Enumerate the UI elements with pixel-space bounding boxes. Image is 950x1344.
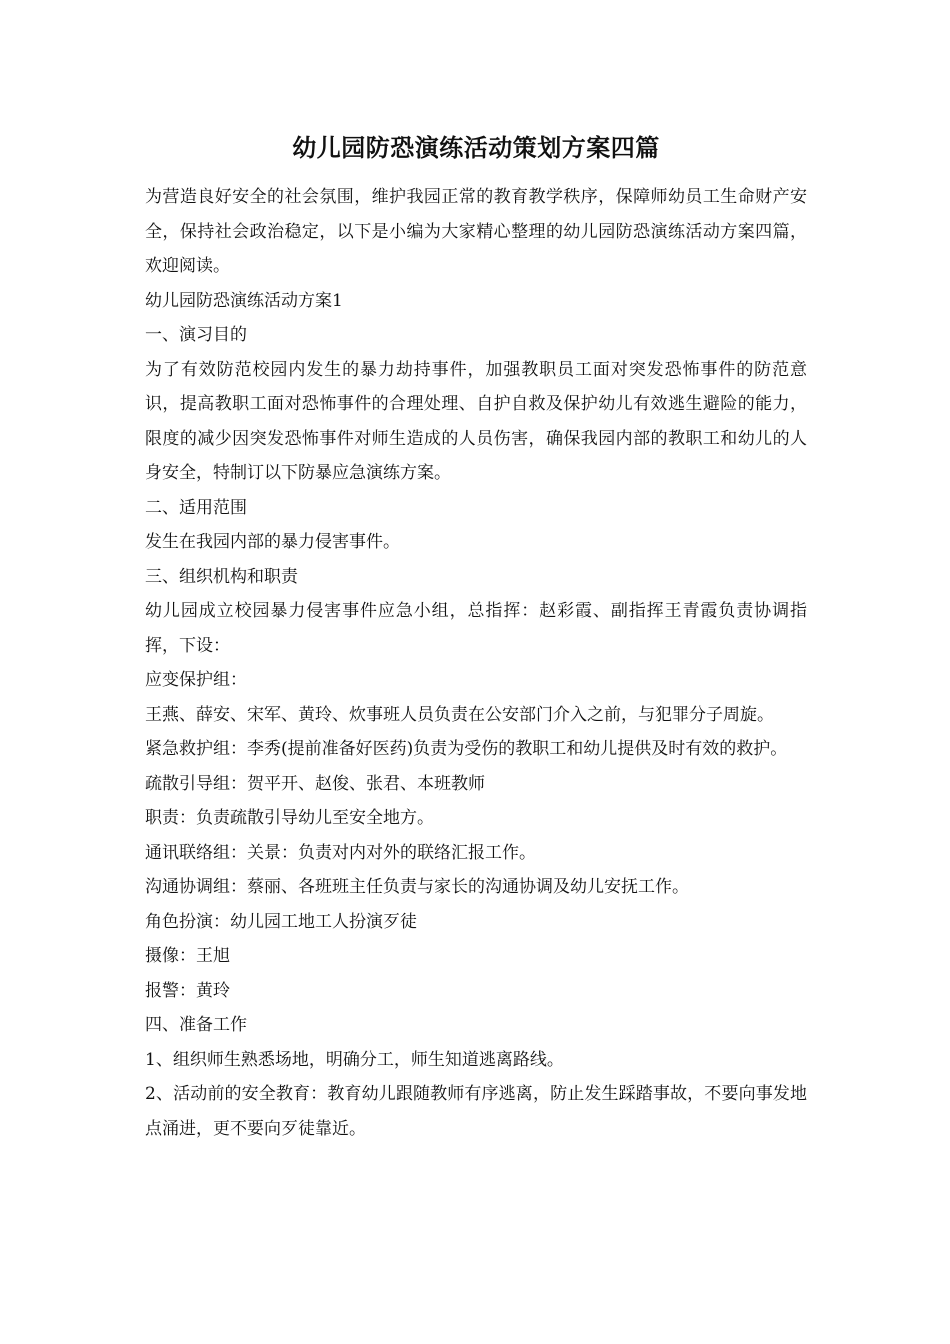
paragraph-evacuation-duty: 职责：负责疏散引导幼儿至安全地方。 [145, 808, 434, 828]
heading-preparation: 四、准备工作 [145, 1015, 247, 1035]
document-page [145, 128, 807, 1146]
paragraph-preparation-1: 1、组织师生熟悉场地，明确分工，师生知道逃离路线。 [145, 1049, 564, 1070]
paragraph-purpose: 为了有效防范校园内发生的暴力劫持事件，加强教职员工面对突发恐怖事件的防范意识，提高教职工面对恐怖事件的合理处理、自护自救及保护幼儿有效逃生避险的能力，限度的减少因突发恐怖事件对师生造成的人员伤害，确保我园内部的教职工和幼儿的人身安全，特制订以下防暴应急演练方案。 [145, 359, 807, 483]
paragraph-scope: 发生在我园内部的暴力侵害事件。 [145, 532, 400, 552]
paragraph-rescue-group: 紧急救护组：李秀(提前准备好医药)负责为受伤的教职工和幼儿提供及时有效的救护。 [145, 739, 788, 759]
heading-organization: 三、组织机构和职责 [145, 566, 298, 587]
label-protection-group: 应变保护组： [145, 670, 247, 690]
paragraph-camera: 摄像：王旭 [145, 946, 230, 966]
document-title: 幼儿园防恐演练活动策划方案四篇 [292, 133, 660, 162]
paragraph-protection-group: 王燕、薛安、宋军、黄玲、炊事班人员负责在公安部门介入之前，与犯罪分子周旋。 [145, 704, 774, 725]
heading-scope: 二、适用范围 [145, 497, 247, 518]
paragraph-communication-group: 通讯联络组：关景：负责对内对外的联络汇报工作。 [145, 842, 536, 863]
paragraph-coordination-group: 沟通协调组：蔡丽、各班班主任负责与家长的沟通协调及幼儿安抚工作。 [145, 877, 689, 897]
intro-paragraph: 为营造良好安全的社会氛围，维护我园正常的教育教学秩序，保障师幼员工生命财产安全，保持社会政治稳定，以下是小编为大家精心整理的幼儿园防恐演练活动方案四篇，欢迎阅读。 [145, 187, 807, 276]
paragraph-police-call: 报警：黄玲 [145, 980, 230, 1001]
paragraph-evacuation-group: 疏散引导组：贺平开、赵俊、张君、本班教师 [145, 773, 485, 794]
heading-purpose: 一、演习目的 [145, 325, 247, 345]
paragraph-organization: 幼儿园成立校园暴力侵害事件应急小组，总指挥：赵彩霞、副指挥王青霞负责协调指挥，下设： [145, 601, 807, 656]
paragraph-preparation-2: 2、活动前的安全教育：教育幼儿跟随教师有序逃离，防止发生踩踏事故，不要向事发地点涌进，更不要向歹徒靠近。 [145, 1084, 807, 1139]
paragraph-role-play: 角色扮演：幼儿园工地工人扮演歹徒 [145, 911, 417, 932]
section-heading-plan-1: 幼儿园防恐演练活动方案1 [145, 290, 343, 311]
